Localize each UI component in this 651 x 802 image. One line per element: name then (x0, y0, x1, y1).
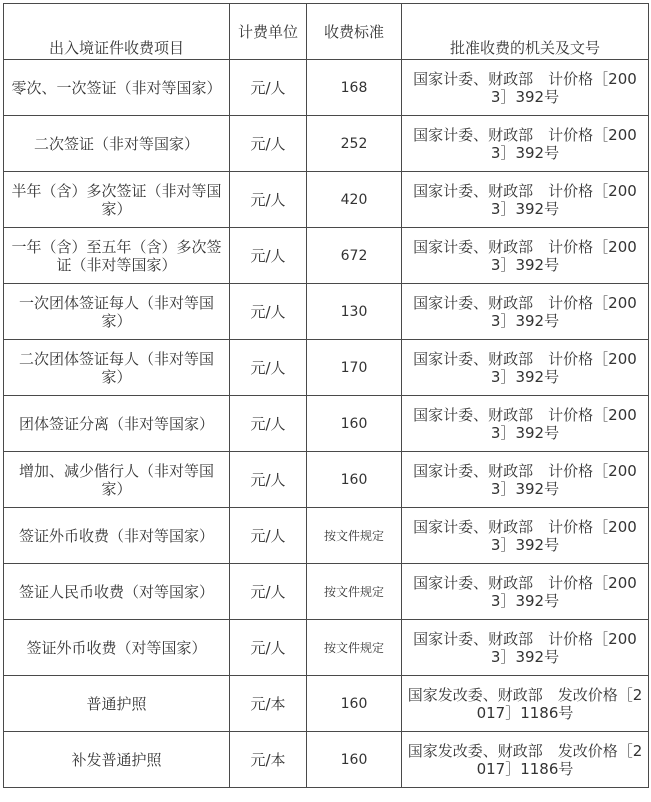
table-row (4, 508, 649, 564)
cell-authority: 国家计委、财政部 计价格［2003］392号 (402, 60, 649, 116)
cell-standard: 420 (307, 172, 402, 228)
cell-item: 半年（含）多次签证（非对等国家） (4, 172, 230, 228)
cell-authority: 国家计委、财政部 计价格［2003］392号 (402, 452, 649, 508)
cell-item: 签证外币收费（非对等国家） (4, 508, 230, 564)
table-row (4, 732, 649, 788)
cell-item: 补发普通护照 (4, 732, 230, 788)
header-authority: 批准收费的机关及文号 (402, 4, 649, 60)
cell-authority: 国家计委、财政部 计价格［2003］392号 (402, 172, 649, 228)
table-row (4, 564, 649, 620)
cell-authority: 国家计委、财政部 计价格［2003］392号 (402, 396, 649, 452)
cell-standard: 160 (307, 452, 402, 508)
cell-unit: 元/本 (230, 732, 307, 788)
cell-unit: 元/人 (230, 508, 307, 564)
cell-unit: 元/人 (230, 172, 307, 228)
cell-item: 一年（含）至五年（含）多次签证（非对等国家） (4, 228, 230, 284)
cell-item: 二次签证（非对等国家） (4, 116, 230, 172)
cell-authority: 国家计委、财政部 计价格［2003］392号 (402, 508, 649, 564)
cell-authority: 国家计委、财政部 计价格［2003］392号 (402, 116, 649, 172)
cell-authority: 国家计委、财政部 计价格［2003］392号 (402, 564, 649, 620)
cell-unit: 元/人 (230, 116, 307, 172)
table-row (4, 172, 649, 228)
fee-table (3, 3, 649, 788)
cell-standard: 160 (307, 732, 402, 788)
cell-standard: 按文件规定 (307, 508, 402, 564)
cell-item: 二次团体签证每人（非对等国家） (4, 340, 230, 396)
cell-authority: 国家计委、财政部 计价格［2003］392号 (402, 284, 649, 340)
cell-item: 一次团体签证每人（非对等国家） (4, 284, 230, 340)
table-row (4, 60, 649, 116)
cell-item: 签证人民币收费（对等国家） (4, 564, 230, 620)
cell-unit: 元/人 (230, 340, 307, 396)
header-item: 出入境证件收费项目 (4, 4, 230, 60)
table-row (4, 620, 649, 676)
cell-item: 零次、一次签证（非对等国家） (4, 60, 230, 116)
cell-authority: 国家发改委、财政部 发改价格［2017］1186号 (402, 676, 649, 732)
cell-unit: 元/人 (230, 284, 307, 340)
cell-unit: 元/人 (230, 620, 307, 676)
cell-authority: 国家计委、财政部 计价格［2003］392号 (402, 620, 649, 676)
table-row (4, 228, 649, 284)
cell-authority: 国家发改委、财政部 发改价格［2017］1186号 (402, 732, 649, 788)
table-row (4, 396, 649, 452)
table-row (4, 284, 649, 340)
cell-standard: 252 (307, 116, 402, 172)
cell-item: 签证外币收费（对等国家） (4, 620, 230, 676)
cell-standard: 按文件规定 (307, 564, 402, 620)
table-row (4, 116, 649, 172)
cell-unit: 元/本 (230, 676, 307, 732)
cell-unit: 元/人 (230, 228, 307, 284)
cell-authority: 国家计委、财政部 计价格［2003］392号 (402, 228, 649, 284)
table-row (4, 452, 649, 508)
table-header-row (4, 4, 649, 60)
cell-standard: 168 (307, 60, 402, 116)
cell-unit: 元/人 (230, 396, 307, 452)
header-standard: 收费标准 (307, 4, 402, 60)
cell-unit: 元/人 (230, 60, 307, 116)
cell-item: 普通护照 (4, 676, 230, 732)
cell-item: 增加、减少偕行人（非对等国家） (4, 452, 230, 508)
table-row (4, 676, 649, 732)
cell-standard: 按文件规定 (307, 620, 402, 676)
cell-standard: 170 (307, 340, 402, 396)
cell-unit: 元/人 (230, 452, 307, 508)
header-unit: 计费单位 (230, 4, 307, 60)
cell-item: 团体签证分离（非对等国家） (4, 396, 230, 452)
cell-standard: 130 (307, 284, 402, 340)
cell-standard: 672 (307, 228, 402, 284)
table-row (4, 340, 649, 396)
cell-standard: 160 (307, 396, 402, 452)
cell-authority: 国家计委、财政部 计价格［2003］392号 (402, 340, 649, 396)
cell-unit: 元/人 (230, 564, 307, 620)
cell-standard: 160 (307, 676, 402, 732)
